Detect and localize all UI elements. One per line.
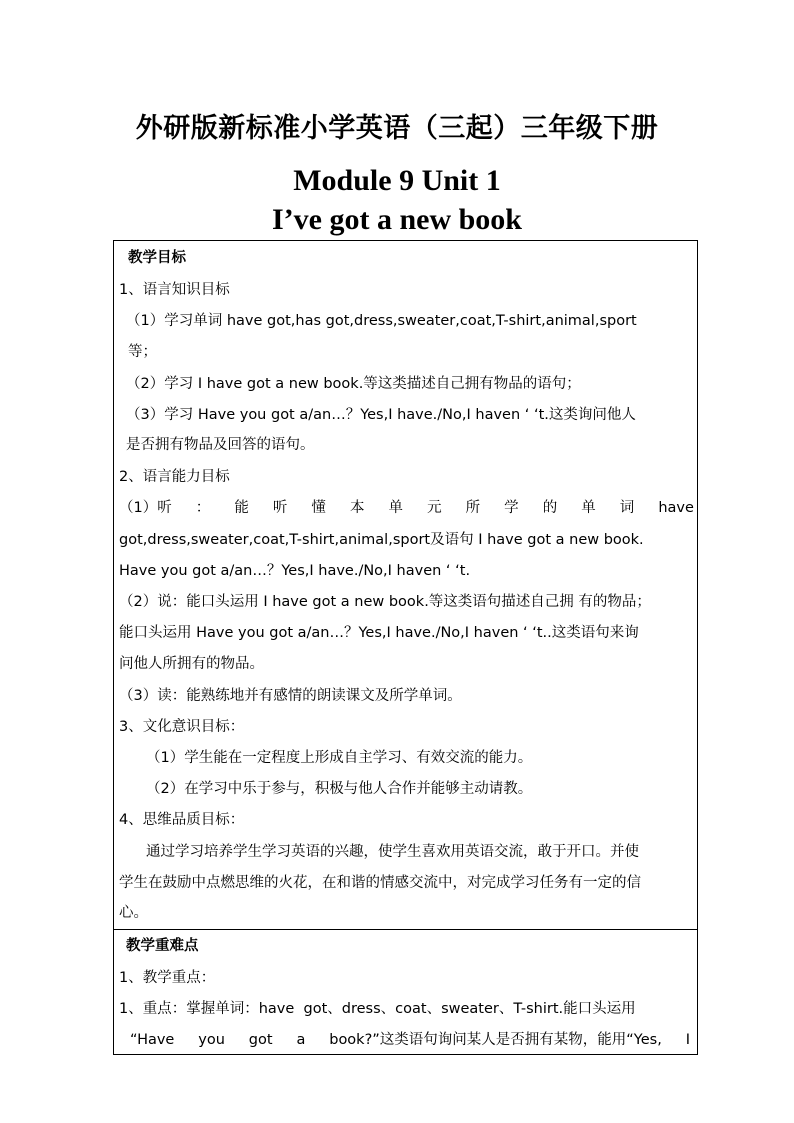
module-title: Module 9 Unit 1 xyxy=(293,164,501,197)
listening-goal-line2: got,dress,sweater,coat,T-shirt,animal,sport及语句 I have got a new book. xyxy=(119,532,644,548)
knowledge-goal-title: 1、语言知识目标 xyxy=(119,282,230,298)
key-point-word: you xyxy=(198,1032,225,1048)
listen-word: 词 xyxy=(619,500,635,516)
listen-word: （1）听 xyxy=(119,500,172,516)
listen-word: 听 xyxy=(272,500,288,516)
ability-goal-title: 2、语言能力目标 xyxy=(119,469,230,485)
listen-word: 学 xyxy=(504,500,519,516)
listen-word: 能 xyxy=(234,500,249,516)
listen-word: 所 xyxy=(465,500,481,516)
listen-word: 单 xyxy=(388,500,404,516)
reading-goal: （3）读：能熟练地并有感情的朗读课文及所学单词。 xyxy=(119,688,462,704)
key-point-word: book?”这类语句询问某人是否拥有某物，能用“Yes, xyxy=(329,1032,662,1048)
key-points-heading: 教学重难点 xyxy=(126,938,199,954)
thinking-goal-line1: 通过学习培养学生学习英语的兴趣，使学生喜欢用英语交流，敢于开口。并使 xyxy=(146,844,639,860)
thinking-goal-title: 4、思维品质目标： xyxy=(119,812,245,828)
culture-goal-1: （1）学生能在一定程度上形成自主学习、有效交流的能力。 xyxy=(146,750,533,766)
speaking-goal-line2: 能口头运用 Have you got a/an…？Yes,I have./No,I haven ‘ ‘t..这类语句来询 xyxy=(119,625,639,641)
objectives-heading: 教学目标 xyxy=(128,250,186,266)
culture-goal-2: （2）在学习中乐于参与，积极与他人合作并能够主动请教。 xyxy=(146,781,533,797)
listen-word: ： xyxy=(195,500,211,516)
knowledge-goal-1-line1: （1）学习单词 have got,has got,dress,sweater,coat,T-shirt,animal,sport xyxy=(126,313,637,329)
key-point-line2 xyxy=(130,1030,690,1050)
thinking-goal-line2: 学生在鼓励中点燃思维的火花，在和谐的情感交流中，对完成学习任务有一定的信 xyxy=(119,875,641,891)
speaking-goal-line1: （2）说：能口头运用 I have got a new book.等这类语句描述自己拥 有的物品； xyxy=(119,594,651,610)
knowledge-goal-1-line2: 等； xyxy=(128,344,157,360)
listen-word: 单 xyxy=(581,500,596,516)
listening-goal-line3: Have you got a/an…？Yes,I have./No,I haven ‘ ‘t. xyxy=(119,563,471,579)
culture-goal-title: 3、文化意识目标： xyxy=(119,719,245,735)
thinking-goal-line3: 心。 xyxy=(119,905,148,921)
listen-word: 本 xyxy=(349,500,365,516)
listen-word: have xyxy=(658,500,694,516)
document-title: 外研版新标准小学英语（三起）三年级下册 xyxy=(135,113,659,144)
knowledge-goal-3-line1: （3）学习 Have you got a/an…？Yes,I have./No,I haven ‘ ‘t.这类询问他人 xyxy=(126,407,636,423)
knowledge-goal-3-line2: 是否拥有物品及回答的语句。 xyxy=(126,437,315,453)
key-point-word: got xyxy=(248,1032,273,1048)
listening-goal-line1 xyxy=(119,498,694,518)
key-point-line1: 1、重点：掌握单词：have got、dress、coat、sweater、T-shirt.能口头运用 xyxy=(119,1001,636,1017)
listen-word: 元 xyxy=(427,500,442,516)
key-point-word: I xyxy=(685,1032,690,1048)
key-point-word: “Have xyxy=(130,1032,175,1048)
listen-word: 的 xyxy=(542,500,558,516)
key-point-word: a xyxy=(296,1032,306,1048)
listen-word: 懂 xyxy=(311,500,326,516)
speaking-goal-line3: 问他人所拥有的物品。 xyxy=(119,656,264,672)
key-point-title: 1、教学重点： xyxy=(119,970,216,986)
knowledge-goal-2: （2）学习 I have got a new book.等这类描述自己拥有物品的语句； xyxy=(126,376,581,392)
lesson-title: I’ve got a new book xyxy=(271,203,522,236)
